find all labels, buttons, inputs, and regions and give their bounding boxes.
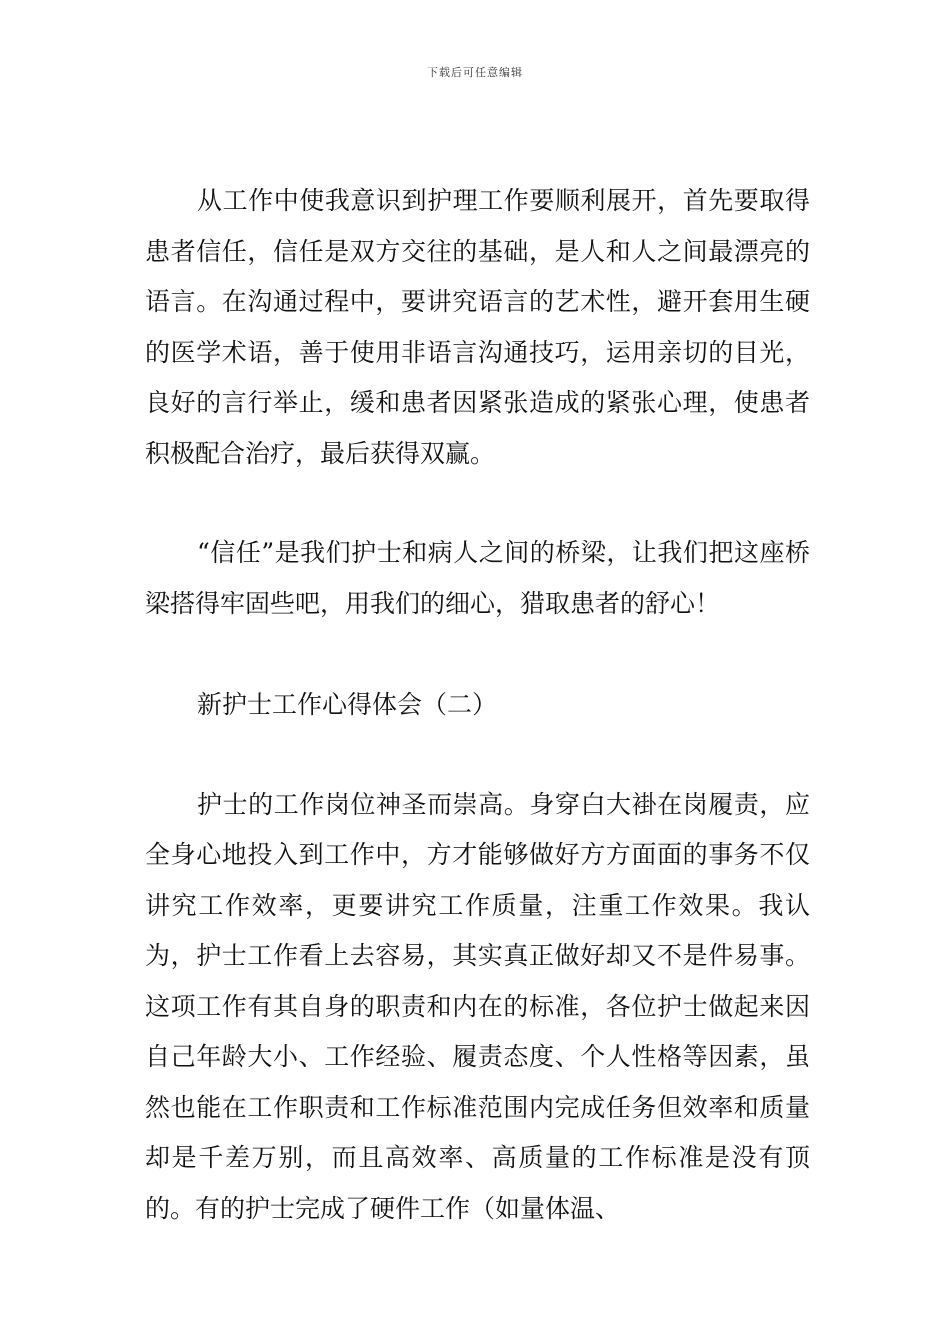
- paragraph-trust-bridge: “信任”是我们护士和病人之间的桥梁，让我们把这座桥梁搭得牢固些吧，用我们的细心，猎取患者的舒心！: [145, 538, 810, 618]
- page-header: 下载后可任意编辑: [427, 66, 523, 79]
- section-heading: 新护士工作心得体会（二）: [197, 690, 498, 719]
- paragraph-trust-communication: 从工作中使我意识到护理工作要顺利展开，首先要取得患者信任，信任是双方交往的基础，是人和人之间最漂亮的语言。在沟通过程中，要讲究语言的艺术性，避开套用生硬的医学术语，善于使用非语言沟通技巧，运用亲切的目光，良好的言行举止，缓和患者因紧张造成的紧张心理，使患者积极配合治疗，最后获得双赢。: [145, 186, 810, 468]
- paragraph-nurse-duties: 护士的工作岗位神圣而崇高。身穿白大褂在岗履责，应全身心地投入到工作中，方才能够做好方方面面的事务不仅讲究工作效率，更要讲究工作质量，注重工作效果。我认为，护士工作看上去容易，其实真正做好却又不是件易事。这项工作有其自身的职责和内在的标准，各位护士做起来因自己年龄大小、工作经验、履责态度、个人性格等因素，虽然也能在工作职责和工作标准范围内完成任务但效率和质量却是千差万别，而且高效率、高质量的工作标准是没有顶的。有的护士完成了硬件工作（如量体温、: [145, 789, 810, 1223]
- document-body: [145, 176, 810, 1234]
